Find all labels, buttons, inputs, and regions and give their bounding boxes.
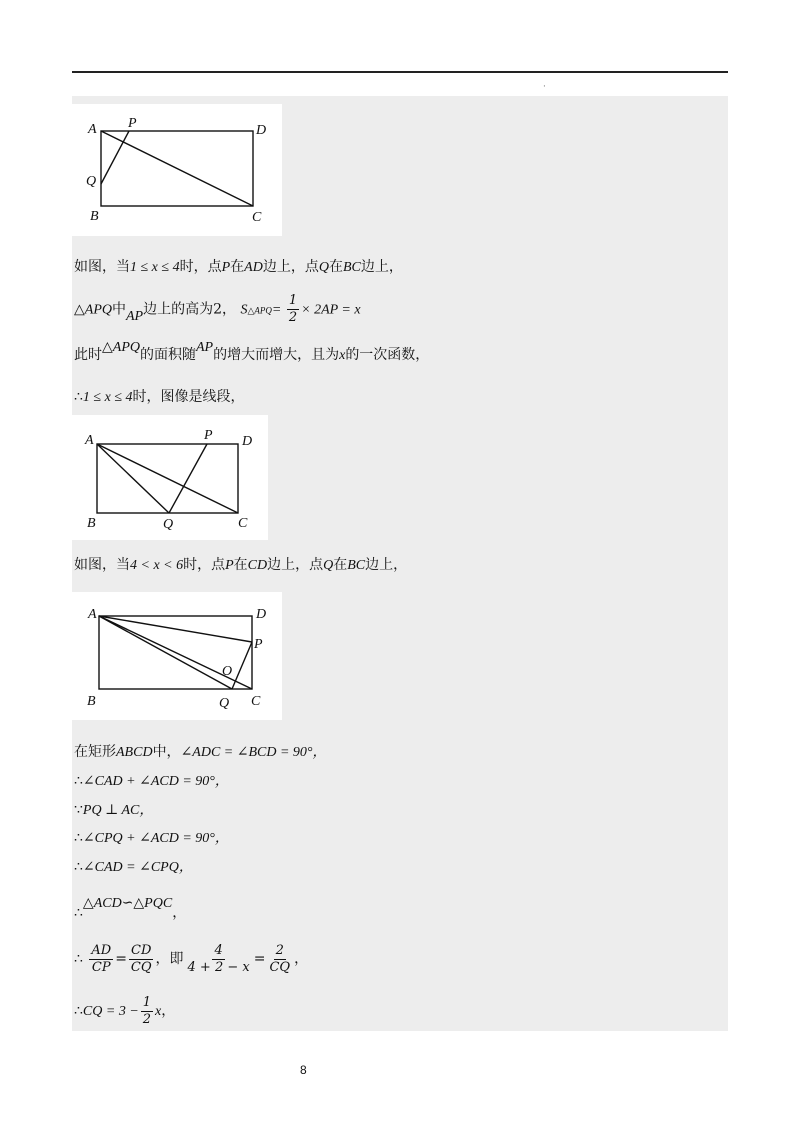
segment-pq: [232, 642, 252, 689]
text-line-12: ∴ $\frac{AD}{CP}$ = $\frac{CD}{CQ}$ ，即 $\frac{4}{4 + 2 - x}$ = $\frac{2}{CQ}$ ，: [74, 942, 309, 975]
figure-1-diagram: [72, 104, 282, 236]
label-q: Q: [163, 517, 174, 532]
figure-3-diagram: [72, 592, 282, 720]
top-mark: ·: [543, 82, 546, 92]
label-q: Q: [219, 696, 230, 711]
text-line-13: ∴CQ = 3 − $\frac{1}{2}$ x，: [74, 994, 176, 1027]
label-a: A: [88, 122, 97, 137]
text-line-7: ∴∠CAD + ∠ACD = 90°，: [74, 773, 229, 789]
label-d: D: [256, 123, 267, 138]
text-line-6: 在矩形ABCD中，∠ADC = ∠BCD = 90°，: [74, 744, 327, 760]
text-line-4: ∴1 ≤ x ≤ 4时，图像是线段，: [74, 389, 245, 405]
segment-aq: [97, 444, 169, 513]
fraction-cd-cq: $\frac{CD}{CQ}$: [130, 942, 152, 975]
label-b: B: [90, 209, 99, 224]
label-b: B: [87, 694, 96, 709]
label-c: C: [252, 210, 262, 225]
label-b: B: [87, 516, 96, 531]
fraction-2-cq: $\frac{2}{CQ}$: [269, 942, 291, 975]
label-p: P: [204, 428, 213, 443]
label-a: A: [88, 607, 97, 622]
text-line-11: ∴△ACD∽△PQC，: [74, 896, 187, 921]
text-line-1: 如图，当1 ≤ x ≤ 4时，点P在AD边上，点Q在BC边上，: [74, 259, 403, 275]
figure-2: [72, 415, 268, 540]
diagonal-ac: [97, 444, 238, 513]
fraction-half: $\frac{1}{2}$: [142, 994, 152, 1027]
text-line-5: 如图，当4 < x < 6时，点P在CD边上，点Q在BC边上，: [74, 557, 408, 573]
fraction-4-expr: $\frac{4}{4 + 2 - x}$: [187, 942, 250, 975]
label-p: P: [128, 116, 137, 131]
figure-2-diagram: [72, 415, 268, 540]
text-line-8: ∵PQ ⊥ AC，: [74, 802, 154, 818]
segment-pq: [101, 131, 129, 184]
page-number: 8: [300, 1063, 307, 1077]
text-line-2: △APQ中AP边上的高为2， S△APQ= $\frac{1}{2}$ × 2AP = x: [74, 293, 361, 325]
label-c: C: [251, 694, 261, 709]
text-line-9: ∴∠CPQ + ∠ACD = 90°，: [74, 830, 229, 846]
label-o: O: [222, 664, 233, 679]
fraction-ad-cp: $\frac{AD}{CP}$: [91, 942, 112, 975]
label-d: D: [256, 607, 267, 622]
figure-3: [72, 592, 282, 720]
label-p: P: [254, 637, 263, 652]
label-a: A: [85, 433, 94, 448]
figure-1: [72, 104, 282, 236]
label-d: D: [242, 434, 253, 449]
text-line-3: 此时△APQ的面积随AP的增大而增大，且为x的一次函数，: [74, 340, 430, 363]
header-rule: [72, 71, 728, 73]
segment-pq: [169, 444, 207, 513]
text-line-10: ∴∠CAD = ∠CPQ，: [74, 859, 193, 875]
label-c: C: [238, 516, 248, 531]
label-q: Q: [86, 174, 97, 189]
